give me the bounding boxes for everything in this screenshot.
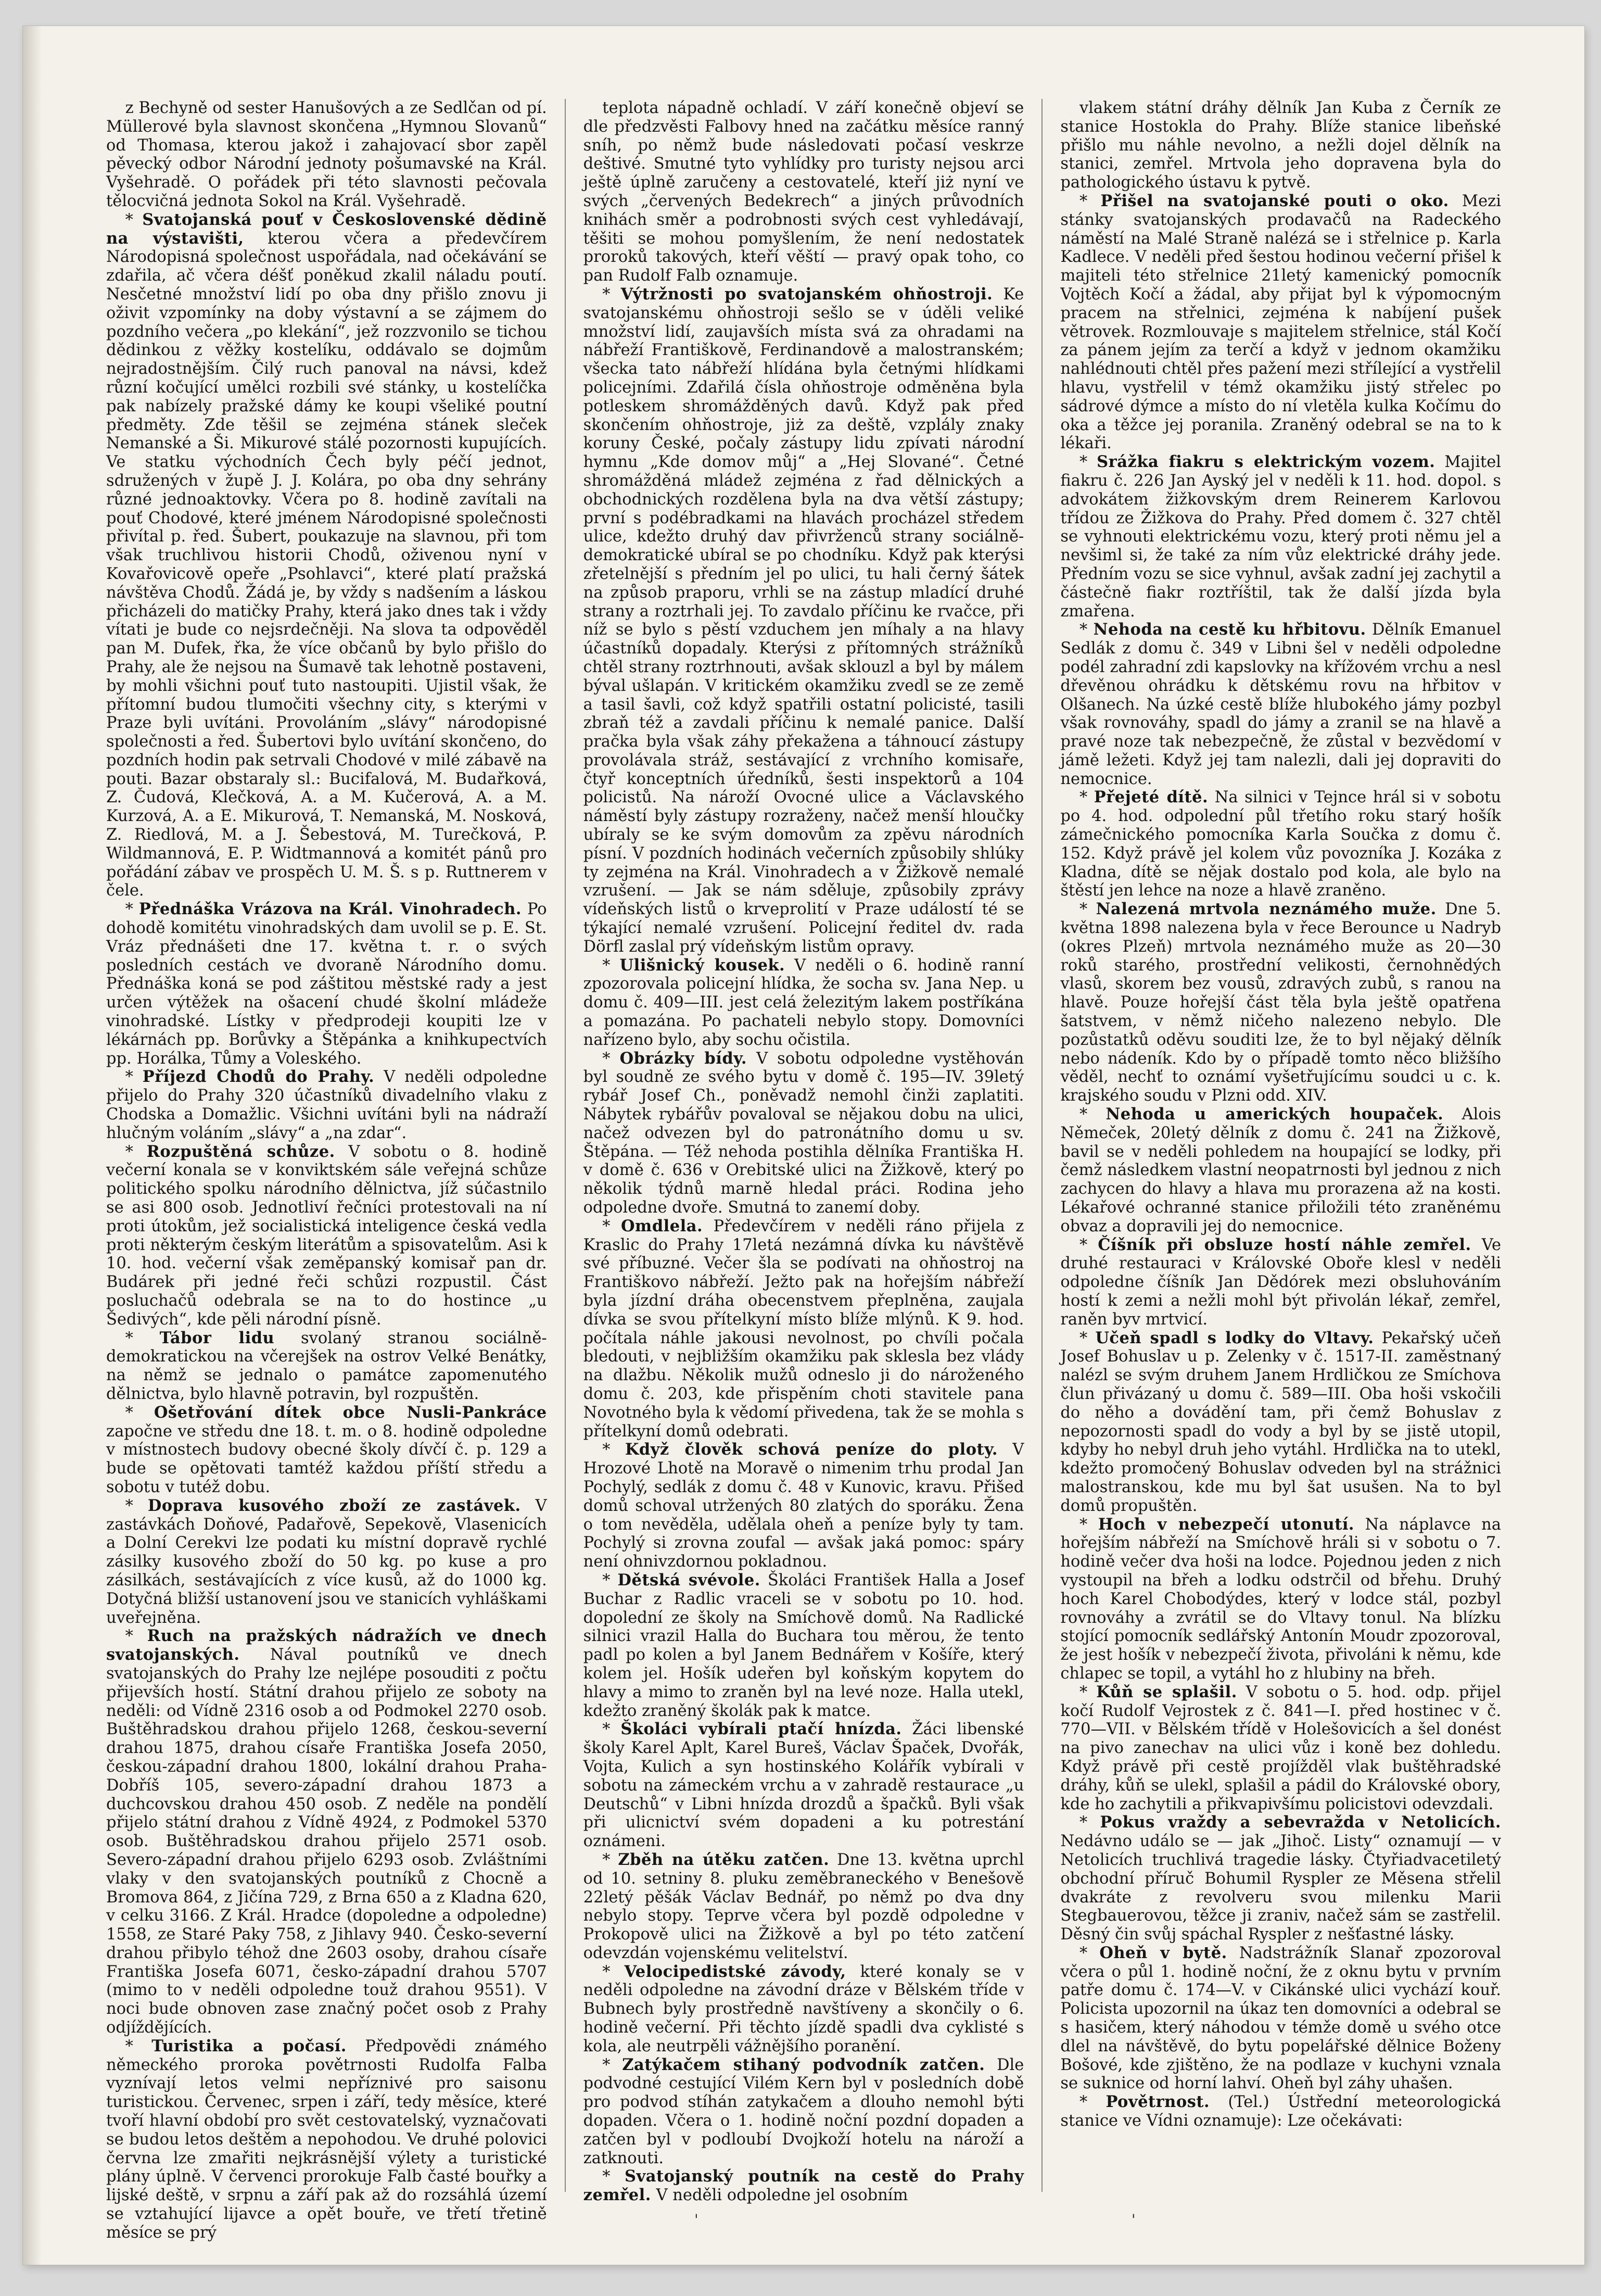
news-headline: Kůň se splašil.: [1096, 1682, 1237, 1701]
item-star-mark: *: [1079, 453, 1097, 472]
news-item: [1060, 1944, 1501, 2093]
news-body: V sobotu o 5. hod. odp. přijel kočí Rudolf Vejrostek z č. 841—I. před hostinec v č. 770—VII. v Bělském třídě v Holešovicích a šel donést na pivo zanechav na ulici vůz i koně bez dohledu. Když právě při cestě projížděl vlak buštěhradské dráhy, kůň se ulekl, splašil a pádil do Královské obory, kde ho zachytili a přikvapivšímu policistovi odevzdali.: [1060, 1683, 1502, 1813]
news-headline: Nehoda u amerických houpaček.: [1106, 1105, 1444, 1124]
news-headline: Obrázky bídy.: [619, 1049, 747, 1068]
item-star-mark: *: [125, 210, 143, 229]
news-body: Školáci František Halla a Josef Buchar z Radlic vraceli se v sobotu po 10. hod. dopolední ze školy na Smíchově domů. Na Radlické silnici vrazil Halla do Buchara tou měrou, že tento padl po kolen a byl Janem Bednářem v Košíře, který kolem jel. Hošík udeřen byl koňským kopytem do hlavy a mimo to zraněn byl na levé noze. Halla utekl, kdežto zraněný školák pak k matce.: [583, 1571, 1024, 1720]
news-headline: Ošetřování dítek obce Nusli-Pankráce: [154, 1403, 547, 1422]
news-headline: Svatojanská pouť v Československé dědině na výstavišti,: [106, 210, 547, 248]
news-headline: Rozpuštěná schůze.: [146, 1142, 335, 1161]
news-item: [1060, 1683, 1501, 1814]
column-divider: [565, 99, 566, 2192]
item-star-mark: *: [125, 1329, 160, 1347]
news-body: Nedávno událo se — jak „Jihoč. Listy“ oznamují — v Netolicích truchlivá tragedie lásky. Čtyřiadvacetiletý obchodní příruč Bohumil Ryspler ze Měsena střelil dvakráte z revolveru svou milenku Marii Stegbauerovou, těžce ji zraniv, načež sám se zastřelil. Děsný čin svůj spáchal Ryspler z nešťastné lásky.: [1060, 1832, 1502, 1944]
news-body: započne ve středu dne 18. t. m. o 8. hodině odpoledne v místnostech budovy obecné školy dívčí č. p. 129 a bude se opětovati tamtéž každou příští středu a sobotu v tutéž dobu.: [106, 1422, 547, 1496]
item-star-mark: *: [1079, 1235, 1098, 1254]
item-star-mark: *: [1079, 1683, 1097, 1701]
news-item: [1060, 1236, 1501, 1329]
column-right: [1060, 99, 1501, 2192]
item-star-mark: *: [602, 1962, 625, 1981]
news-headline: Tábor lidu: [159, 1328, 275, 1347]
news-item: [1060, 99, 1501, 192]
news-headline: Učeň spadl s lodky do Vltavy.: [1095, 1328, 1374, 1347]
item-star-mark: *: [1079, 788, 1094, 807]
news-item: [583, 956, 1024, 1050]
news-body: kterou včera a předevčírem Národopisná společnost uspořádala, nad očekávání se zdařila, ač včera déšť poněkud zkalil náladu poutí. Nesčetné množství lidí po oba dny přišlo znovu ji oživit vzpomínky na doby výstavní a se zájmem do pozdního večera „po klekání“, jež rozzvonilo se tichou dědinkou z věžky kostelíku, oddávalo se dojmům nejradostnějším. Čilý ruch panoval na návsi, kdež různí kočující umělci rozbili své stánky, u kostelíčka pak nabízely pražské dámy ke koupi všeliké poutní předměty. Zde těšil se zejména stánek sleček Nemanské a Ši. Mikurové stálé pozornosti kupujících. Ve statku východních Čech byly péčí jednot, sdružených v župě J. J. Kolára, po oba dny sehrány různé jednoaktovky. Včera po 8. hodině zavítali na pouť Chodové, které jménem Národopisné společnosti přivítal p. řed. Šubert, poukazuje na slavnou, při tom však truchlivou historii Chodů, oživenou nyní v Kovařovicově opeře „Psohlavci“, které platí pražská návštěva Chodů. Žádá je, by vždy s nadšením a láskou přicházeli do matičky Prahy, která jako dnes tak i vždy vítati je bude co nejsrdečněji. Na slova ta odpověděl pan M. Dufek, řka, že více občanů by bylo přišlo do Prahy, ale že nejsou na Šumavě tak lehotně postaveni, by mohli všichni pouť tuto nastoupiti. Ujistil však, že přítomní budou tlumočiti všechny city, s kterými v Praze byli uvítáni. Provoláním „slávy“ národopisné společnosti a řed. Šubertovi bylo uvítání skončeno, do pozdních hodin pak setrvali Chodové v milé zábavě na pouti. Bazar obstaraly sl.: Bucifalová, M. Budařková, Z. Čudová, Klečková, A. a M. Kučerová, A. a M. Kurzová, A. a E. Mikurová, T. Nemanská, M. Nosková, Z. Riedlová, M. a J. Šebestová, M. Turečková, P. Wildmannová, E. P. Widtmannová a komitét pánů pro pořádání zábav ve prospěch U. M. Š. s p. Ruttnerem v čele.: [106, 229, 547, 900]
news-body: Předpovědi známého německého proroka povětrnosti Rudolfa Falba vyznívají letos velmi nepříznivé pro saisonu turistickou. Červenec, srpen i září, tedy měsíce, které tvoří hlavní období pro svět cestovatelský, vyznačovati se budou letos deštěm a nepohodou. Ve druhé polovici června lze zmařiti nejkrásnější výlety a turistické plány úplně. V červenci prorokuje Falb časté bouřky a lijské deště, v srpnu a září pak až do rozsáhlá území se vztahující lijavce a opět bouře, ve třetí třetině měsíce se prý: [106, 2037, 547, 2242]
item-star-mark: *: [1079, 1329, 1096, 1347]
news-headline: Turistika a počasí.: [151, 2036, 347, 2055]
news-item: [583, 99, 1024, 285]
footer-mark-center: ': [694, 2211, 698, 2228]
news-headline: Přišel na svatojanské pouti o oko.: [1100, 191, 1449, 210]
news-item: [1060, 1329, 1501, 1516]
item-star-mark: *: [602, 2167, 625, 2186]
item-star-mark: *: [125, 900, 139, 919]
item-star-mark: *: [1079, 192, 1101, 210]
news-headline: Ruch na pražských nádražích ve dnech svatojanských.: [106, 1626, 547, 1664]
news-body: (Tel.) Ústřední meteorologická stanice ve Vídni oznamuje): Lze očekávati:: [1060, 2093, 1501, 2130]
item-star-mark: *: [1079, 1944, 1100, 1962]
news-item: [583, 1963, 1024, 2056]
news-body: V neděli o 6. hodině ranní zpozorovala policejní hlídka, že socha sv. Jana Nep. u domu č. 409—III. jest celá železitým lakem postříkána a pomazána. Po pachateli nebylo stopy. Domovníci nařízeno bylo, aby sochu očistila.: [583, 956, 1024, 1049]
news-item: [1060, 1813, 1501, 1944]
item-star-mark: *: [125, 1142, 147, 1161]
item-star-mark: *: [1079, 621, 1094, 639]
news-item: [1060, 900, 1501, 1105]
news-body: vlakem státní dráhy dělník Jan Kuba z Černík ze stanice Hostokla do Prahy. Blíže stanice libeňské přišlo mu náhle nevolno, a nežli dojel dělník na stanici, zemřel. Mrtvola jeho dopravena byla do pathologického ústavu k pytvě.: [1060, 99, 1502, 192]
item-star-mark: *: [125, 1496, 148, 1515]
news-item: [106, 99, 547, 211]
news-item: [583, 1720, 1024, 1851]
news-headline: Zběh na útěku zatčen.: [618, 1850, 830, 1869]
news-item: [583, 2167, 1024, 2205]
news-body: svolaný stranou sociálně-demokratickou na včerejšek na ostrov Velké Benátky, na němž se jednalo o památce zapomenutého dělnictva, bylo hlavně potravin, byl rozpuštěn.: [106, 1329, 547, 1403]
news-headline: Zatýkačem stihaný podvodník zatčen.: [622, 2055, 985, 2074]
news-headline: Omdlela.: [620, 1216, 703, 1235]
news-headline: Příjezd Chodů do Prahy.: [142, 1067, 375, 1087]
news-item: [1060, 1516, 1501, 1683]
news-body: Nadstrážník Slanař zpozoroval včera o půl 1. hodině noční, že z oknu bytu v prvním patře domu č. 174—V. v Cikánské ulici vychází kouř. Policista upozornil na úkaz ten domovníci a odebral se s hasičem, který náhodou v témže domě u svého otce dlel na návštěvě, do bytu popelářské dělnice Boženy Bošové, kde zjištěno, že na podlaze v kuchyni vznala se suknice od horní lahví. Oheň byl záhy uhašen.: [1060, 1944, 1502, 2093]
news-item: [583, 1217, 1024, 1441]
footer-mark-right: ': [1132, 2211, 1136, 2228]
news-headline: Nalezená mrtvola neznámého muže.: [1096, 900, 1437, 919]
news-body: V neděli odpoledne jel osobním: [656, 2186, 908, 2205]
news-headline: Přejeté dítě.: [1094, 788, 1209, 807]
news-headline: Nehoda na cestě ku hřbitovu.: [1093, 620, 1366, 639]
news-item: [106, 1329, 547, 1404]
item-star-mark: *: [602, 1571, 618, 1589]
news-body: teplota nápadně ochladí. V září konečně objeví se dle předzvěsti Falbovy hned na začátku měsíce ranný sníh, po němž bude následovati počasí veskrze deštivé. Smutné tyto vyhlídky pro turisty nejsou arci ještě úplně zaručeny a cestovatelé, kteří jiż nyní ve svých „červených Bedekrech“ a jiných průvodních knihách směr a podrobnosti svých cest vyhledávají, těšiti se mohou pomyšlením, že není nedostatek proroků takových, kteří věští — pravý opak toho, co pan Rudolf Falb oznamuje.: [583, 99, 1024, 285]
news-headline: Ulišnický kousek.: [619, 955, 785, 975]
item-star-mark: *: [602, 956, 620, 975]
item-star-mark: *: [125, 2037, 152, 2055]
news-headline: Doprava kusového zboží ze zastávek.: [147, 1496, 521, 1515]
page-gutter-shadow: [23, 26, 42, 2265]
news-body: Žáci libenské školy Karel Aplt, Karel Bureš, Václav Špaček, Dvořák, Vojta, Kulich a syn hostinského Kolářík vybírali v sobotu na zámeckém vrchu a v zahradě restaurace „u Deutschů“ v Libni hnízda drozdů a špačků. Byli však při ulicnictví svém dopadeni a ku potrestání oznámeni.: [583, 1720, 1024, 1851]
news-item: [106, 1627, 547, 2037]
news-item: [106, 1068, 547, 1142]
news-body: V sobotu o 8. hodině večerní konala se v konviktském sále veřejná schůze politického spolku národního dělnictva, jíž súčastnilo se asi 800 osob. Jednotliví řečníci protestovali na ní proti útokům, jež socialistická inteligence česká vedla proti některým českým literátům a spisovatelům. Asi k 10. hod. večerní však zeměpanský komisař pan dr. Budárek při jedné řeči schůzi rozpustil. Část posluchačů odebrala se na to do hostince „u Šedivých“, kde pěli národní písně.: [106, 1142, 547, 1329]
item-star-mark: *: [125, 1068, 143, 1087]
news-body: V Hrozové Lhotě na Moravě o nimenim trhu prodal Jan Pochylý, sedlák z domu č. 48 v Kunovic, kravu. Přišed domů schoval utržených 80 zlatých do sporáku. Žena o tom nevěděla, udělala oheň a peníze byly ty tam. Pochylý si zrovna zoufal — avšak jaká pomoc: spáry není ohnivzdornou pokladnou.: [583, 1441, 1024, 1571]
news-body: Dne 13. května uprchl od 10. setniny 8. pluku zeměbraneckého v Benešově 22letý pěšák Václav Bednář, po němž po dva dny nebylo stopy. Teprve včera byl pozdě odpoledne v Prokopově ulici na Žižkově a byl po této zatčení odevzdán vojenskému velitelství.: [583, 1850, 1024, 1962]
item-star-mark: *: [1079, 900, 1096, 919]
news-body: V zastávkách Doňové, Padařově, Sepekově, Vlasenicích a Dolní Cerekvi lze podati ku místní dopravě rychlé zásilky kusového zboží do 50 kg. po kuse a pro zásilkách, sestávajících z více kusů, až do 1000 kg. Dotyčná bližší ustanovení jsou ve stanicích vyhláškami uveřejněna.: [106, 1496, 547, 1627]
news-headline: Pokus vraždy a sebevražda v Netolicích.: [1100, 1813, 1502, 1832]
news-body: Pekařský učeň Josef Bohuslav u p. Zelenky v č. 1517-II. zaměstnaný nalézl se svým druhem Janem Hrdličkou ze Smíchova člun přivázaný u domu č. 589—III. Oba hoši vskočili do něho a dovádění tam, při čemž Bohuslav z nepozornosti spadl do vody a byl by se jistě utopil, kdyby ho nebyl druh jeho vytáhl. Hrdlička na to utekl, kdežto promočený Bohuslav odveden byl na strážnici malostranskou, kde mu byl šat usušen. Na to byl domů propuštěn.: [1060, 1329, 1502, 1515]
news-headline: Povětrnost.: [1106, 2092, 1210, 2112]
news-item: [106, 900, 547, 1068]
news-item: [106, 1143, 547, 1329]
news-item: [1060, 1105, 1501, 1236]
article-columns: [106, 99, 1502, 2242]
news-body: Na silnici v Tejnce hrál si v sobotu po 4. hod. odpolední půl třetího roku starý hošík zámečnického pomocníka Karla Součka z domu č. 152. Když právě jel kolem vůz povozníka J. Kozáka z Kladna, dítě se nějak dostalo pod kola, ale bylo na štěstí jen lehce na noze a hlavě zraněno.: [1060, 788, 1502, 900]
news-item: [583, 1851, 1024, 1963]
news-body: z Bechyně od sester Hanušových a ze Sedlčan od pí. Müllerové byla slavnost skončena „Hymnou Slovanů“ od Thomasa, kterou jakož i zahajovací sbor zapěl pěvecký odbor Národní jednoty pošumavské na Král. Vyšehradě. O pořádek při této slavnosti pečovala tělocvičná jednota Sokol na Král. Vyšehradě.: [106, 99, 547, 210]
item-star-mark: *: [602, 1720, 621, 1739]
news-body: V sobotu odpoledne vystěhován byl soudně ze svého bytu v domě č. 195—IV. 39letý rybář Josef Ch., poněvadž nemohl činži zaplatiti. Nábytek rybářův povaloval se nějakou dobu na ulici, načež odvezen byl do patronátního domu u sv. Štěpána. — Též nehoda postihla dělníka Františka H. v domě č. 636 v Orebitské ulici na Žižkově, který po několik týdnů marně hledal práci. Rodina jeho odpoledne dvoře. Smutná to zanemí doby.: [583, 1049, 1024, 1217]
newspaper-page: [23, 26, 1584, 2265]
item-star-mark: *: [1079, 1105, 1106, 1124]
news-body: V neděli odpoledne přijelo do Prahy 320 účastníků divadelního vlaku z Chodska a Domažlic. Všichni uvítáni byli na nádraží hlučným voláním „slávy“ a „na zdar“.: [106, 1068, 547, 1142]
news-body: které konaly se v neděli odpoledne na závodní dráze v Bělském tříde v Bubnech byly prostředně navštíveny a skončily o 6. hodině večerní. Při těchto jízdě spadli dva cyklisté s kola, ale neutrpěli vážnějšího poranění.: [583, 1962, 1024, 2055]
news-headline: Srážka fiakru s elektrickým vozem.: [1097, 452, 1435, 472]
column-middle: [583, 99, 1024, 2205]
news-item: [1060, 621, 1501, 788]
news-headline: Číšník při obsluze hostí náhle zemřel.: [1098, 1235, 1471, 1254]
news-headline: Přednáška Vrázova na Král. Vinohradech.: [138, 900, 522, 919]
item-star-mark: *: [602, 1217, 621, 1235]
news-body: Alois Němeček, 20letý dělník z domu č. 241 na Žižkově, bavil se v neděli pohledem na houpající se lodky, při čemž následkem vlastní neopatrnosti byl jednou z nich zachycen do hlavy a hlava mu prorazena až na kosti. Lékařové ochranné stanice přiložili této zraněnému obvaz a dopravili jej do nemocnice.: [1060, 1105, 1502, 1235]
news-item: [1060, 192, 1501, 453]
news-headline: Hoch v nebezpečí utonutí.: [1098, 1515, 1355, 1534]
news-item: [1060, 788, 1501, 900]
item-star-mark: *: [602, 2055, 622, 2074]
news-item: [106, 2037, 547, 2242]
news-body: Po dohodě komitétu vinohradských dam uvolil se p. E. St. Vráz přednášeti dne 17. května t. r. o svých posledních cestách ve dvoraně Národního domu. Přednáška koná se pod záštitou městské rady a jest určen výtěžek na ošacení chudé školní mládeže vinohradské. Lístky v předprodeji koupiti lze v lékárnách pp. Borůvky a Štěpánka a knihkupectvích pp. Horálka, Tůmy a Voleského.: [106, 900, 547, 1068]
item-star-mark: *: [1079, 1515, 1098, 1534]
item-star-mark: *: [1079, 1813, 1100, 1832]
item-star-mark: *: [1079, 2093, 1106, 2112]
item-star-mark: *: [125, 1403, 154, 1422]
news-item: [583, 1441, 1024, 1571]
news-headline: Svatojanský poutník na cestě do Prahy zemřel.: [583, 2167, 1024, 2205]
news-item: [583, 285, 1024, 956]
item-star-mark: *: [602, 1049, 620, 1068]
item-star-mark: *: [602, 1850, 618, 1869]
news-body: Na náplavce na hořejším nábřeží na Smíchově hráli si v sobotu o 7. hodině večer dva hoši na lodce. Pojednou jeden z nich vystoupil na břeh a lodku odstrčil od břehu. Druhý hoch Karel Chobodýdes, který v lodce stál, pozbyl rovnováhy a zvrátil se do Vltavy tonul. Na blízku stojící pomocník sedlářský Antonín Moudr zpozoroval, že jest hošík v nebezpečí života, přivoláni k němu, kde chlapec se topil, a vytáhl ho z hlubiny na břeh.: [1060, 1515, 1502, 1683]
news-item: [583, 2056, 1024, 2168]
column-divider: [1041, 99, 1043, 2192]
news-headline: Dětská svévole.: [617, 1570, 760, 1589]
news-body: Mezi stánky svatojanských prodavačů na Radeckého náměstí na Malé Straně nalézá se i střelnice p. Karla Kadlece. V neděli před šestou hodinou večerní přišel k majiteli této střelnice 21letý kamenický pomocník Vojtěch Kočí a žádal, aby přijat byl k výpomocným pracem na střelnici, zejména k nabíjení pušek větrovek. Rozmlouvaje s majitelem střelnice, stál Kočí za pánem jejím za terčí a když v jednom okamžiku nahlédnouti chtěl přes pažení mezi střílející a vystřelil hlavu, vystřelil v témž okamžiku jistý střelec po sádrové dýmce a místo do ní vletěla kulka Kočímu do oka a těžce jej poranila. Zraněný odebral se na to k lékaři.: [1060, 192, 1502, 453]
news-headline: Když člověk schová peníze do ploty.: [625, 1440, 998, 1459]
news-body: Majitel fiakru č. 226 Jan Ayský jel v neděli k 11. hod. dopol. s advokátem žižkovským drem Reinerem Karlovou třídou ze Žižkova do Prahy. Před domem č. 327 chtěl se vyhnouti elektrickému vozu, který proti němu jel a nevšiml si, že také za ním vůz elektrické dráhy jede. Předním vozu se sice vyhnul, avšak zadní jej zachytil a částečně fiakr roztříštil, tak že další jízda byla zmařena.: [1060, 453, 1502, 621]
news-body: Dle podvodné cestující Vilém Kern byl v posledních době pro podvod stíhán zatykačem a dlouho nemohl býti dopaden. Včera o 1. hodině noční pozdní dopaden a zatčen byl v podloubí Dvojkoží hotelu na nároží a zatknouti.: [583, 2055, 1024, 2167]
news-body: Předevčírem v neděli ráno přijela z Kraslic do Prahy 17letá nezámná dívka ku návštěvě své příbuzné. Večer šla se podívati na ohňostroj na Františkovo nábřeží. Ježto pak na hořejším nábřeží byla jízdní dráha obecenstvem přeplněna, zaujala dívka se svou přítelkyní místo blíže mlýnů. K 9. hod. počítala náhle jakousi nevolnost, po chvíli počala bledouti, v nejbližším okamžiku pak sklesla bez vlády na dlažbu. Několik mužů odneslo ji do nároženého domu č. 203, kde přispěním choti stavitele pana Novotného byla k vědomí přivedena, tak že se mohla s přítelkyní domů odebrati.: [583, 1217, 1024, 1441]
news-item: [583, 1571, 1024, 1720]
news-item: [1060, 2093, 1501, 2130]
news-headline: Výtržnosti po svatojanském ohňostroji.: [620, 284, 993, 304]
news-item: [106, 1497, 547, 1628]
news-headline: Školáci vybírali ptačí hnízda.: [620, 1720, 902, 1739]
news-headline: Oheň v bytě.: [1099, 1943, 1227, 1962]
column-left: [106, 99, 547, 2242]
news-item: [106, 211, 547, 900]
news-item: [583, 1050, 1024, 1217]
news-body: Ke svatojanskému ohňostroji sešlo se v úděli veliké množství lidí, zaujavších místa svá za ohradami na nábřeží Františkově, Ferdinandově a malostranském; všecka tato nábřeží hlídána byla četnými hlídkami policejními. Zdařilá čísla ohňostroje odměněna byla potleskem shromážděných davů. Když pak před skončením ohňostroje, jiż za deště, vzplály znaky koruny České, počaly zástupy lidu zpívati národní hymnu „Kde domov můj“ a „Hej Slované“. Četné shromážděná mládež zejména z řad dělnických a obchodnických rozdělena byla na dva větší zástupy; první s podébradkami na hlavách procházel středem ulice, kdežto druhý dav přivrženců strany sociálně-demokratické ubíral se po chodníku. Když pak kterýsi zřetelnější s předním jel po ulici, tu hali černý šátek na způsob praporu, vrhli se na zástup mladící druhé strany a roztrhali jej. To zavdalo příčinu ke rvačce, při níž se bylo s pěstí vzduchem jen míhaly a na hlavy účastníků dopadaly. Kterýsi z přítomných strážníků chtěl strany roztrhnouti, avšak sklouzl a byl by málem býval ušlapán. V kritickém okamžiku zvedl se ze země a tasil šavli, což když spatřili ostatní policisté, tasili zbraň též a zavdali příčinu k nemalé panice. Další pračka byla však záhy překažena a táhnoucí zástupy provolávala stráž, sestávající z vrchního komisaře, čtyř konceptních úředníků, šesti inspektorů a 104 policistů. Na nároží Ovocné ulice a Václavského náměstí byly zástupy rozraženy, načež menší hloučky ubíraly se ke svým domovům za zpěvu národních písní. V pozdních hodinách večerních způsobily shlúky ty zejména na Král. Vinohradech a v Žižkově nemalé vzrušení. — Jak se nám sděluje, způsobily zprávy vídeňských listů o krveprolití v Praze událostí té se týkající nemalé vzrušení. Policejní ředitel dv. rada Dörfl zaslal prý vídeňským listům opravy.: [583, 285, 1024, 956]
news-body: Dne 5. května 1898 nalezena byla v řece Berounce u Nadryb (okres Plzeň) mrtvola neznámého muže as 20—30 roků starého, prostřední velikosti, černohnědých vlasů, skorem bez vousů, zdravých zubů, s ranou na hlavě. Pouze hořejší část těla byla ještě opatřena šatstvem, v němž ničeho nalezeno nebylo. Dle pozůstatků oděvu souditi lze, že to byl nějaký dělník nebo nádeník. Kdo by o případě tomto něco bližšího věděl, nechť to oznámí vyšetřujícímu soudci u c. k. krajského soudu v Plzni odd. XIV.: [1060, 900, 1502, 1105]
news-body: Ve druhé restauraci v Královské Oboře klesl v neděli odpoledne číšník Jan Dědórek mezi obsluhováním hostí k zemi a nežli mohl být přivolán lékař, zemřel, raněn byv mrtvicí.: [1060, 1235, 1502, 1329]
news-item: [1060, 453, 1501, 621]
news-body: Nával poutníků ve dnech svatojanských do Prahy lze nejlépe posouditi z počtu přijevších hostí. Státní drahou přijelo ze soboty na neděli: od Vídně 2316 osob a od Podmokel 2270 osob. Buštěhradskou drahou přijelo 1268, českou-severní drahou 1875, drahou císaře Františka Josefa 2050, českou-západní drahou 1800, lokální drahou Praha-Dobříš 105, severo-západní drahou 1873 a duchcovskou drahou 450 osob. Z neděle na pondělí přijelo státní drahou z Vídně 4924, z Podmokel 5370 osob. Buštěhradskou drahou přijelo 2571 osob. Severo-západní drahou přijelo 6293 osob. Zvláštními vlaky v den svatojanských poutníků z Chocně a Bromova 864, z Jičína 729, z Brna 650 a z Kladna 620, v celku 3166. Z Král. Hradce (dopoledne a odpoledne) 1558, ze Staré Paky 758, z Jihlavy 940. Česko-severní drahou přibylo téhož dne 2603 osoby, drahou císaře Františka Josefa 6071, česko-západní drahou 5707 (mimo to v neděli odpoledne touž drahou 9551). V noci bude obnoven zase značný počet osob z Prahy odjíždějících.: [106, 1646, 547, 2037]
news-body: Dělník Emanuel Sedlák z domu č. 349 v Libni šel v neděli odpoledne podél zahradní zdi kapslovky na křížovém vrchu a nesl dřevěnou ohrádku k dětskému rovu na hřbitov v Olšanech. Na úzké cestě blíže hlubokého jámy pozbyl však rovnováhy, spadl do jámy a zranil se na hlavě a pravé noze tak nebezpečně, že zůstal v bezvědomí v jámě ležeti. Když jej tam nalezli, dali jej dopraviti do nemocnice.: [1060, 621, 1502, 788]
news-headline: Velocipedistské závody,: [624, 1962, 846, 1981]
item-star-mark: *: [125, 1627, 147, 1646]
news-item: [106, 1404, 547, 1497]
item-star-mark: *: [602, 285, 621, 304]
item-star-mark: *: [602, 1441, 625, 1459]
